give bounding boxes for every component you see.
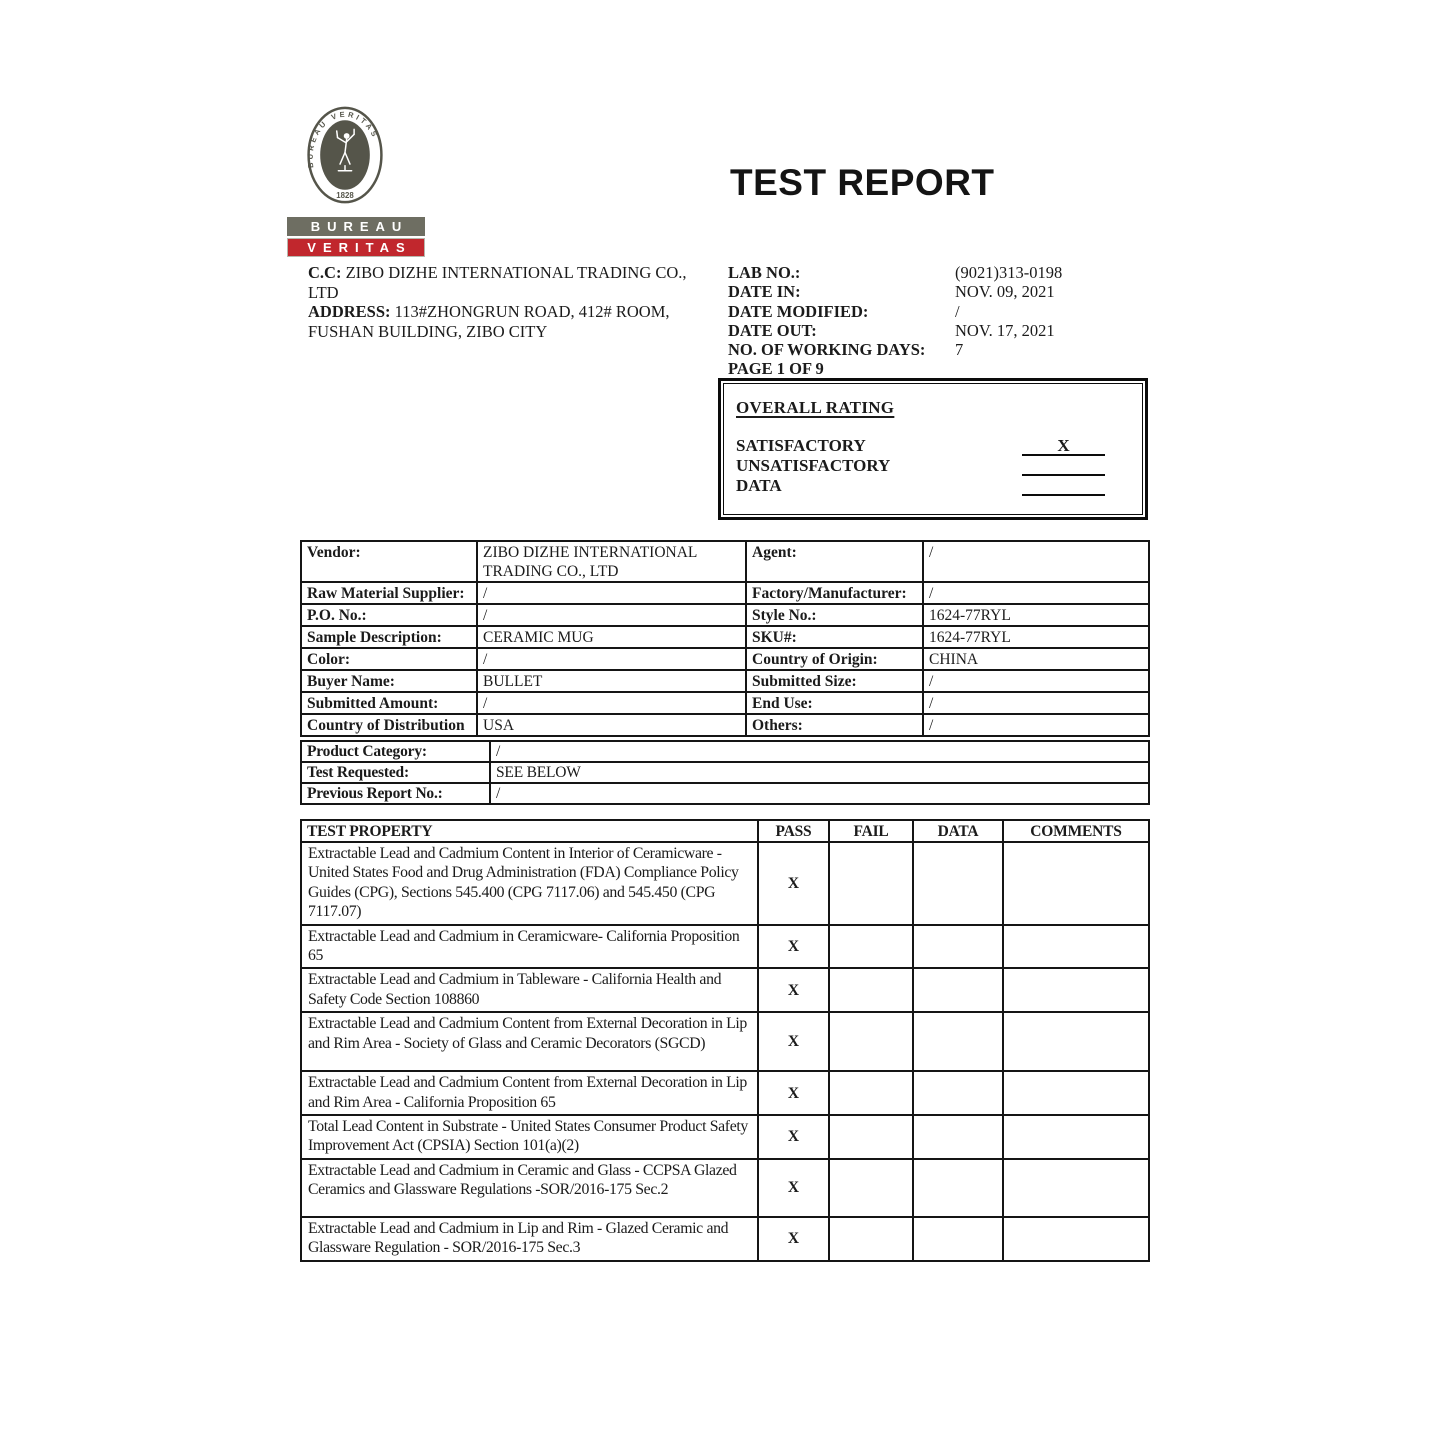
svg-text:BUREAU VERITAS: BUREAU VERITAS	[305, 109, 381, 169]
data-cell	[913, 1012, 1003, 1071]
pass-header: PASS	[758, 820, 829, 842]
data-cell	[913, 925, 1003, 969]
address-label: ADDRESS:	[308, 302, 391, 321]
test-property-cell: Extractable Lead and Cadmium Content in Interior of Ceramicware - United States Food and Drug Administration (FDA) Compliance Policy Guides (CPG), Sections 545.400 (CPG 7117.06) and 545.450 (CPG 7117.07)	[301, 842, 758, 925]
submitted-size-label: Submitted Size:	[746, 670, 923, 692]
end-use-label: End Use:	[746, 692, 923, 714]
comments-cell	[1003, 968, 1149, 1012]
working-days-value: 7	[955, 340, 964, 360]
pass-cell: X	[758, 1012, 829, 1071]
submitted-amount-value: /	[477, 692, 746, 714]
date-in-label: DATE IN:	[728, 282, 801, 302]
lab-no-value: (9021)313-0198	[955, 263, 1063, 282]
data-cell	[913, 1217, 1003, 1261]
data-header: DATA	[913, 820, 1003, 842]
lab-info-block	[728, 263, 1152, 379]
table-row	[301, 582, 1149, 604]
submitted-amount-label: Submitted Amount:	[301, 692, 477, 714]
comments-cell	[1003, 1159, 1149, 1217]
product-category-value: /	[490, 741, 1149, 762]
overall-rating-inner	[723, 383, 1143, 515]
vendor-label: Vendor:	[301, 541, 477, 582]
overall-rating-heading: OVERALL RATING	[736, 398, 895, 417]
sku-label: SKU#:	[746, 626, 923, 648]
table-row	[301, 626, 1149, 648]
table-row	[301, 968, 1149, 1012]
table-row	[301, 1115, 1149, 1159]
product-category-label: Product Category:	[301, 741, 490, 762]
color-value: /	[477, 648, 746, 670]
pass-cell: X	[758, 1115, 829, 1159]
overall-rating-box	[718, 378, 1148, 520]
svg-text:1828: 1828	[336, 191, 354, 201]
pass-cell: X	[758, 842, 829, 925]
factory-manufacturer-value: /	[923, 582, 1149, 604]
table-row	[301, 783, 1149, 804]
test-request-table	[300, 740, 1150, 805]
data-cell	[913, 842, 1003, 925]
satisfactory-mark: X	[1022, 436, 1105, 456]
date-out-value: NOV. 17, 2021	[955, 320, 1055, 340]
table-row	[301, 842, 1149, 925]
table-row	[301, 925, 1149, 969]
fail-cell	[829, 1071, 913, 1115]
fail-cell	[829, 842, 913, 925]
logo-bureau-bar: BUREAU	[287, 217, 425, 236]
page-number-value	[955, 359, 1152, 378]
data-cell	[913, 1159, 1003, 1217]
logo-veritas-bar: VERITAS	[287, 238, 425, 257]
table-row	[301, 541, 1149, 582]
country-of-distribution-value: USA	[477, 714, 746, 736]
date-in-value: NOV. 09, 2021	[955, 282, 1055, 302]
pass-cell: X	[758, 1071, 829, 1115]
raw-material-supplier-value: /	[477, 582, 746, 604]
others-label: Others:	[746, 714, 923, 736]
vendor-value: ZIBO DIZHE INTERNATIONAL TRADING CO., LTD	[477, 541, 746, 582]
bureau-veritas-logo	[287, 95, 425, 257]
table-row	[301, 1012, 1149, 1071]
unsatisfactory-label: UNSATISFACTORY	[736, 456, 891, 475]
country-of-origin-value: CHINA	[923, 648, 1149, 670]
address-value: 113#ZHONGRUN ROAD, 412# ROOM, FUSHAN BUILDING, ZIBO CITY	[308, 302, 670, 341]
fail-cell	[829, 1159, 913, 1217]
table-row	[301, 604, 1149, 626]
comments-cell	[1003, 1071, 1149, 1115]
data-cell	[913, 968, 1003, 1012]
cc-address-block	[308, 263, 700, 341]
working-days-label: NO. OF WORKING DAYS:	[728, 340, 926, 360]
sample-description-label: Sample Description:	[301, 626, 477, 648]
table-header-row	[301, 820, 1149, 842]
table-row	[301, 741, 1149, 762]
others-value: /	[923, 714, 1149, 736]
cc-line	[308, 263, 700, 302]
unsatisfactory-mark	[1022, 456, 1105, 476]
pass-cell: X	[758, 1217, 829, 1261]
table-row	[301, 1071, 1149, 1115]
submitted-size-value: /	[923, 670, 1149, 692]
rating-row-satisfactory	[736, 436, 1142, 456]
country-of-distribution-label: Country of Distribution	[301, 714, 477, 736]
po-no-value: /	[477, 604, 746, 626]
test-property-cell: Extractable Lead and Cadmium in Tableware - California Health and Safety Code Section 108860	[301, 968, 758, 1012]
test-property-header: TEST PROPERTY	[301, 820, 758, 842]
vendor-sample-table	[300, 540, 1150, 737]
comments-header: COMMENTS	[1003, 820, 1149, 842]
test-property-cell: Extractable Lead and Cadmium Content from External Decoration in Lip and Rim Area - California Proposition 65	[301, 1071, 758, 1115]
buyer-name-value: BULLET	[477, 670, 746, 692]
date-modified-value: /	[955, 301, 960, 321]
sample-description-value: CERAMIC MUG	[477, 626, 746, 648]
data-label: DATA	[736, 476, 782, 495]
comments-cell	[1003, 925, 1149, 969]
fail-cell	[829, 1217, 913, 1261]
test-property-cell: Extractable Lead and Cadmium in Ceramic and Glass - CCPSA Glazed Ceramics and Glassware Regulations -SOR/2016-175 Sec.2	[301, 1159, 758, 1217]
table-row	[301, 648, 1149, 670]
lab-no-label: LAB NO.:	[728, 263, 801, 282]
page-title: TEST REPORT	[730, 162, 995, 203]
test-property-cell: Extractable Lead and Cadmium in Lip and Rim - Glazed Ceramic and Glassware Regulation - SOR/2016-175 Sec.3	[301, 1217, 758, 1261]
comments-cell	[1003, 1115, 1149, 1159]
address-line	[308, 302, 700, 341]
date-out-label: DATE OUT:	[728, 320, 817, 340]
table-row	[301, 670, 1149, 692]
previous-report-no-label: Previous Report No.:	[301, 783, 490, 804]
end-use-value: /	[923, 692, 1149, 714]
test-property-table	[300, 819, 1150, 1262]
cc-label: C.C:	[308, 263, 342, 282]
satisfactory-label: SATISFACTORY	[736, 436, 866, 455]
previous-report-no-value: /	[490, 783, 1149, 804]
agent-value: /	[923, 541, 1149, 582]
bureau-veritas-emblem-icon	[297, 95, 393, 215]
data-cell	[913, 1071, 1003, 1115]
comments-cell	[1003, 842, 1149, 925]
pass-cell: X	[758, 925, 829, 969]
table-row	[301, 762, 1149, 783]
table-row	[301, 714, 1149, 736]
fail-cell	[829, 1115, 913, 1159]
table-row	[301, 692, 1149, 714]
factory-manufacturer-label: Factory/Manufacturer:	[746, 582, 923, 604]
fail-header: FAIL	[829, 820, 913, 842]
cc-value: ZIBO DIZHE INTERNATIONAL TRADING CO., LTD	[308, 263, 687, 302]
test-property-cell: Extractable Lead and Cadmium Content from External Decoration in Lip and Rim Area - Society of Glass and Ceramic Decorators (SGCD)	[301, 1012, 758, 1071]
pass-cell: X	[758, 968, 829, 1012]
rating-row-data	[736, 476, 1142, 496]
raw-material-supplier-label: Raw Material Supplier:	[301, 582, 477, 604]
agent-label: Agent:	[746, 541, 923, 582]
table-row	[301, 1159, 1149, 1217]
test-property-cell: Extractable Lead and Cadmium in Ceramicware- California Proposition 65	[301, 925, 758, 969]
test-requested-label: Test Requested:	[301, 762, 490, 783]
date-modified-label: DATE MODIFIED:	[728, 301, 869, 321]
page-number-label: PAGE 1 OF 9	[728, 359, 824, 379]
sku-value: 1624-77RYL	[923, 626, 1149, 648]
rating-row-unsatisfactory	[736, 456, 1142, 476]
comments-cell	[1003, 1217, 1149, 1261]
country-of-origin-label: Country of Origin:	[746, 648, 923, 670]
test-requested-value: SEE BELOW	[490, 762, 1149, 783]
table-row	[301, 1217, 1149, 1261]
data-cell	[913, 1115, 1003, 1159]
style-no-value: 1624-77RYL	[923, 604, 1149, 626]
color-label: Color:	[301, 648, 477, 670]
pass-cell: X	[758, 1159, 829, 1217]
fail-cell	[829, 925, 913, 969]
buyer-name-label: Buyer Name:	[301, 670, 477, 692]
po-no-label: P.O. No.:	[301, 604, 477, 626]
data-mark	[1022, 476, 1105, 496]
style-no-label: Style No.:	[746, 604, 923, 626]
comments-cell	[1003, 1012, 1149, 1071]
fail-cell	[829, 1012, 913, 1071]
fail-cell	[829, 968, 913, 1012]
test-property-cell: Total Lead Content in Substrate - United States Consumer Product Safety Improvement Act (CPSIA) Section 101(a)(2)	[301, 1115, 758, 1159]
